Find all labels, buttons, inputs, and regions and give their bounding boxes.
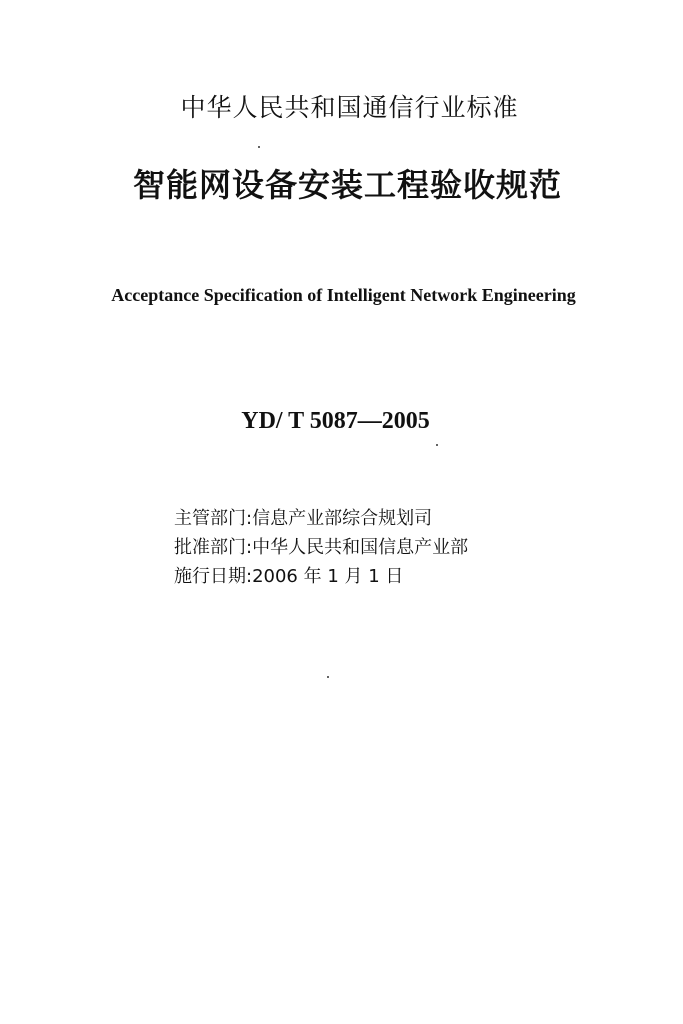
effective-date: 施行日期:2006 年 1 月 1 日 [174, 566, 404, 587]
issuer-heading: 中华人民共和国通信行业标准 [180, 93, 519, 122]
scan-speck [258, 146, 260, 148]
standard-code: YD/ T 5087—2005 [241, 408, 430, 434]
document-metadata [174, 504, 468, 591]
document-title-english: Acceptance Specification of Intelligent Network Engineering [111, 285, 576, 305]
document-title-chinese: 智能网设备安装工程验收规范 [132, 166, 562, 204]
scan-speck [436, 444, 438, 446]
responsible-department: 主管部门:信息产业部综合规划司 [174, 508, 433, 529]
approval-department: 批准部门:中华人民共和国信息产业部 [174, 537, 469, 558]
scan-speck [327, 676, 329, 678]
